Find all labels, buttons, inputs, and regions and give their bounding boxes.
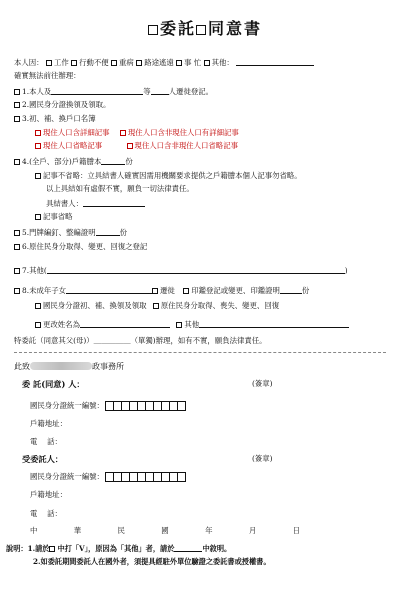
note-blank-line xyxy=(174,544,202,552)
principal-label: 委 託(同意) 人： xyxy=(22,379,85,389)
note-1: 說明：1.請於 中打「V」，原因為「其他」者，請於 中敘明。 xyxy=(6,544,232,553)
divider xyxy=(14,352,386,353)
principal-address: 戶籍地址： xyxy=(30,419,67,428)
name-line[interactable] xyxy=(51,87,143,95)
other-line[interactable] xyxy=(199,320,349,328)
item-3: 3.初、補、換戶口名簿 xyxy=(14,115,96,124)
item-6: 6.原住民身分取得、變更、回復之登記 xyxy=(14,243,147,252)
principal-phone: 電 話： xyxy=(30,437,62,446)
item-3-options-row1: 現住人口含詳細記事 現住人口含非現住人口有詳細記事 xyxy=(35,129,239,138)
consent-text: 特委託（同意其父(母)）＿＿＿＿＿（單獨)辦理，如有不實，願負法律責任。 xyxy=(14,336,267,345)
item-1: 1.本人及 等 人遷徙登記。 xyxy=(14,87,213,97)
item-checkbox[interactable] xyxy=(14,89,20,95)
id-card-checkbox[interactable] xyxy=(35,303,41,309)
seal-checkbox[interactable] xyxy=(183,288,189,294)
copies-line[interactable] xyxy=(101,157,125,165)
reason-checkbox[interactable] xyxy=(176,60,182,66)
reason-checkbox[interactable] xyxy=(46,60,52,66)
child-name-line[interactable] xyxy=(66,286,152,294)
option-checkbox[interactable] xyxy=(35,143,41,149)
item-5: 5.門牌編釘、整編證明 份 xyxy=(14,228,127,238)
note-checkbox-icon xyxy=(49,546,55,552)
item-4-note2: 以上具結如有虛假不實，願負一切法律責任。 xyxy=(46,184,194,193)
omit-checkbox[interactable] xyxy=(35,214,41,220)
item-4-note: 記事不省略：立具結書人確實因需用機關要求提供之戶籍謄本個人記事勿省略。 xyxy=(35,172,302,181)
note-2: 2.如委託期間委託人在國外者，須提具經駐外單位驗證之委託書或授權書。 xyxy=(33,557,271,566)
redacted-office xyxy=(30,362,92,370)
principal-seal: (簽章) xyxy=(252,379,273,388)
option-checkbox[interactable] xyxy=(120,130,126,136)
item-checkbox[interactable] xyxy=(14,102,20,108)
count-line[interactable] xyxy=(151,87,169,95)
title-checkbox-1[interactable] xyxy=(148,25,158,35)
new-name-line[interactable] xyxy=(80,320,170,328)
id-number-boxes[interactable] xyxy=(106,472,186,482)
item-checkbox[interactable] xyxy=(14,116,20,122)
item-8-row3: 更改姓名為 其他 xyxy=(35,320,349,330)
other-line[interactable] xyxy=(47,266,345,274)
copies-line[interactable] xyxy=(280,286,302,294)
reason-checkbox[interactable] xyxy=(136,60,142,66)
agent-phone: 電 話： xyxy=(30,509,62,518)
item-8-row2: 國民身分證初、補、換領及領取 原住民身分取得、喪失、變更、回復 xyxy=(35,302,279,311)
option-checkbox[interactable] xyxy=(127,143,133,149)
item-4-omit: 記事省略 xyxy=(35,213,73,222)
copies-line[interactable] xyxy=(96,228,120,236)
other-reason-line[interactable] xyxy=(236,58,314,66)
title-right: 同意書 xyxy=(208,19,263,38)
intro-line2: 確實無法前往辦理： xyxy=(14,71,81,80)
office-line: 此致 政事務所 xyxy=(14,362,124,371)
agent-seal: (簽章) xyxy=(252,454,273,463)
note-checkbox[interactable] xyxy=(35,173,41,179)
item-2: 2.國民身分證換領及領取。 xyxy=(14,101,110,110)
reason-checkbox[interactable] xyxy=(111,60,117,66)
agent-address: 戶籍地址： xyxy=(30,490,67,499)
aboriginal-checkbox[interactable] xyxy=(153,303,159,309)
intro-reasons: 本人因： 工作 行動不便 重病 路途遙遠 事 忙 其他： xyxy=(14,58,314,68)
item-checkbox[interactable] xyxy=(14,268,20,274)
reason-checkbox[interactable] xyxy=(204,60,210,66)
move-checkbox[interactable] xyxy=(152,288,158,294)
option-checkbox[interactable] xyxy=(35,130,41,136)
item-3-options-row2: 現住人口省略記事 現住人口含非現住人口省略記事 xyxy=(35,142,238,151)
signer-line[interactable] xyxy=(83,199,145,207)
principal-id: 國民身分證統一編號： xyxy=(30,401,186,411)
rename-checkbox[interactable] xyxy=(35,322,41,328)
item-8: 8.未成年子女 遷徙 印鑑登記或變更、印鑑證明 份 xyxy=(14,286,309,296)
other-checkbox[interactable] xyxy=(176,322,182,328)
item-checkbox[interactable] xyxy=(14,230,20,236)
item-checkbox[interactable] xyxy=(14,244,20,250)
item-4-sign: 具結書人： xyxy=(46,199,145,209)
id-number-boxes[interactable] xyxy=(106,401,186,411)
item-7: 7.其他( ) xyxy=(14,266,348,276)
reason-checkbox[interactable] xyxy=(71,60,77,66)
title-checkbox-2[interactable] xyxy=(196,25,206,35)
title-left: 委託 xyxy=(160,19,197,38)
item-4: 4.(全戶、部分)戶籍謄本 份 xyxy=(14,157,133,167)
item-checkbox[interactable] xyxy=(14,288,20,294)
agent-label: 受委託人： xyxy=(22,454,63,464)
date-line: 中 華 民 國 年 月 日 xyxy=(30,526,300,535)
item-checkbox[interactable] xyxy=(14,159,20,165)
form-title xyxy=(148,20,262,38)
agent-id: 國民身分證統一編號： xyxy=(30,472,186,482)
